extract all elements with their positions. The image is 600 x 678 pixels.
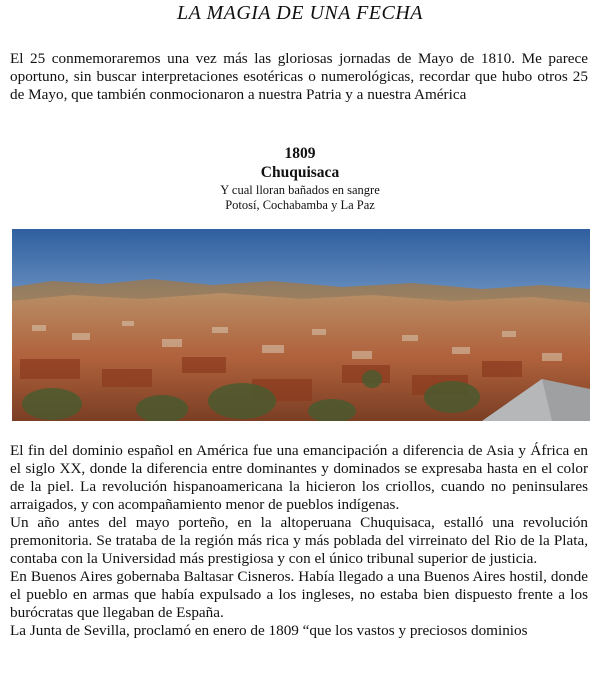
- body-paragraph-4: La Junta de Sevilla, proclamó en enero de 1809 “que los vastos y preciosos dominios: [10, 622, 528, 639]
- body-paragraph-3: En Buenos Aires gobernaba Baltasar Cisneros. Había llegado a una Buenos Aires hostil, donde el pueblo en armas que había expulsado a los ingleses, no estaba bien dispuesto frente a los burócratas que llegaban de España.: [10, 568, 588, 621]
- section-place: Chuquisaca: [260, 164, 340, 181]
- section-year: 1809: [284, 145, 316, 162]
- body-paragraph-1: El fin del dominio español en América fue una emancipación a diferencia de Asia y África en el siglo XX, donde la diferencia entre dominantes y dominados se expresaba hasta en el color de la piel. La revolución hispanoamericana la hicieron los criollos, cuando no peninsulares arraigados, y con acompañamiento menor de pueblos indígenas.: [10, 442, 588, 513]
- city-panorama-image: [12, 229, 590, 421]
- city-panorama-photo: [12, 229, 590, 421]
- page-title: LA MAGIA DE UNA FECHA: [176, 2, 424, 24]
- intro-paragraph: El 25 conmemoraremos una vez más las gloriosas jornadas de Mayo de 1810. Me parece oportuno, sin buscar interpretaciones esotéricas o numerológicas, recordar que hubo otros 25 de Mayo, que también conmocionaron a nuestra Patria y a nuestra América: [10, 50, 588, 103]
- body-text: [10, 442, 588, 640]
- verse-line-2: Potosí, Cochabamba y La Paz: [225, 198, 375, 212]
- body-paragraph-2: Un año antes del mayo porteño, en la altoperuana Chuquisaca, estalló una revolución premonitoria. Se trataba de la región más rica y más poblada del virreinato del Rio de la Plata, contaba con la Universidad más prestigiosa y con el único tribunal superior de justicia.: [10, 514, 588, 567]
- verse-quote: [0, 183, 600, 213]
- verse-line-1: Y cual lloran bañados en sangre: [220, 183, 380, 197]
